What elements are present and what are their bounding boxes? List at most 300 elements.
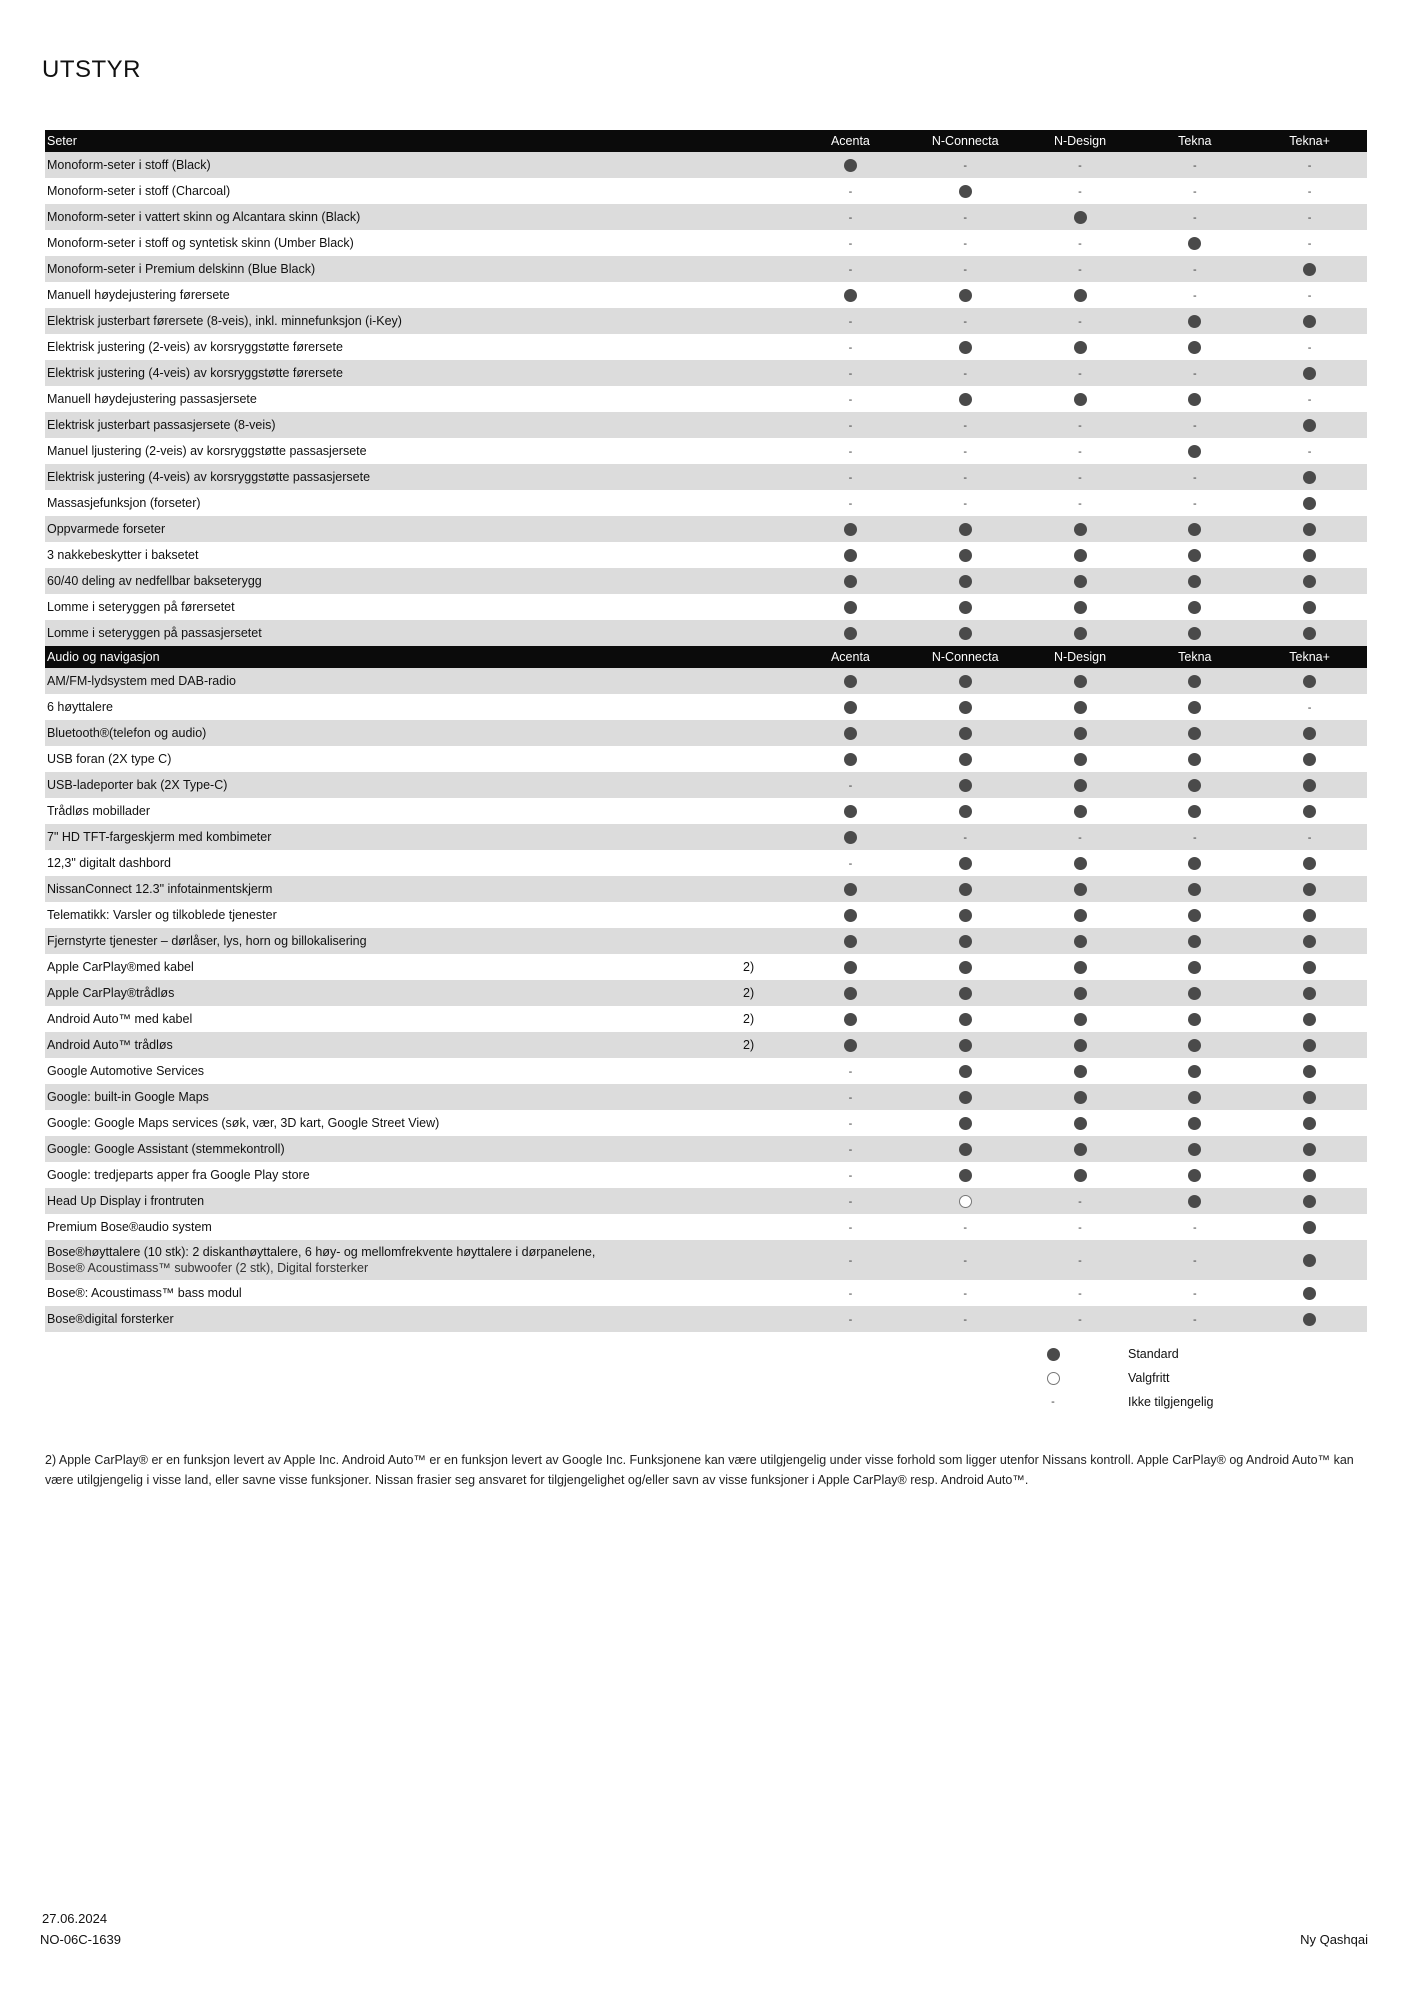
availability-cell bbox=[1252, 490, 1367, 516]
availability-cell bbox=[1137, 516, 1252, 542]
legend-optional-ring-icon bbox=[1047, 1372, 1060, 1385]
variant-header: N-Connecta bbox=[908, 130, 1023, 152]
availability-cell bbox=[1023, 850, 1138, 876]
availability-cell bbox=[1137, 720, 1252, 746]
feature-label-text: Oppvarmede forseter bbox=[47, 521, 166, 536]
availability-standard-dot-icon bbox=[844, 935, 857, 948]
table-row bbox=[45, 980, 1367, 1006]
availability-cell bbox=[1023, 620, 1138, 646]
footnote-ref bbox=[683, 256, 793, 282]
availability-standard-dot-icon bbox=[1188, 237, 1201, 250]
availability-cell bbox=[1023, 568, 1138, 594]
availability-cell bbox=[793, 412, 908, 438]
footnote-ref bbox=[683, 516, 793, 542]
footnote-ref bbox=[683, 438, 793, 464]
availability-cell bbox=[1137, 230, 1252, 256]
availability-unavailable-dash: - bbox=[1307, 702, 1312, 714]
availability-standard-dot-icon bbox=[1074, 909, 1087, 922]
availability-cell bbox=[908, 954, 1023, 980]
availability-cell bbox=[1252, 694, 1367, 720]
availability-standard-dot-icon bbox=[844, 805, 857, 818]
table-row bbox=[45, 1240, 1367, 1280]
legend-label: Valgfritt bbox=[1128, 1371, 1170, 1385]
availability-standard-dot-icon bbox=[1074, 523, 1087, 536]
availability-cell bbox=[793, 1032, 908, 1058]
availability-unavailable-dash: - bbox=[1078, 446, 1082, 458]
availability-cell bbox=[1252, 1280, 1367, 1306]
availability-cell bbox=[908, 1006, 1023, 1032]
feature-label bbox=[45, 568, 683, 594]
availability-standard-dot-icon bbox=[1074, 627, 1087, 640]
availability-standard-dot-icon bbox=[1074, 1091, 1087, 1104]
availability-cell bbox=[1023, 594, 1138, 620]
availability-unavailable-dash: - bbox=[963, 1255, 968, 1267]
availability-standard-dot-icon bbox=[1188, 315, 1201, 328]
availability-unavailable-dash: - bbox=[848, 420, 853, 432]
table-row bbox=[45, 668, 1367, 694]
footnote-ref bbox=[683, 850, 793, 876]
feature-label-text: Bose®digital forsterker bbox=[47, 1311, 174, 1326]
feature-label-text: Manuell høydejustering passasjersete bbox=[47, 391, 257, 406]
availability-standard-dot-icon bbox=[1074, 753, 1087, 766]
footnote-ref bbox=[683, 334, 793, 360]
table-row bbox=[45, 746, 1367, 772]
variant-header: N-Design bbox=[1023, 646, 1138, 668]
availability-cell bbox=[793, 464, 908, 490]
availability-standard-dot-icon bbox=[959, 987, 972, 1000]
availability-optional-ring-icon bbox=[959, 1195, 972, 1208]
availability-unavailable-dash: - bbox=[1192, 498, 1197, 510]
legend-symbol bbox=[1028, 1372, 1078, 1385]
availability-unavailable-dash: - bbox=[963, 1222, 968, 1234]
table-row bbox=[45, 1162, 1367, 1188]
availability-cell bbox=[1252, 668, 1367, 694]
footer-model: Ny Qashqai bbox=[1300, 1932, 1368, 1947]
table-row bbox=[45, 850, 1367, 876]
availability-cell bbox=[1252, 850, 1367, 876]
availability-cell bbox=[793, 1006, 908, 1032]
availability-cell bbox=[908, 282, 1023, 308]
feature-label bbox=[45, 1032, 683, 1058]
availability-cell bbox=[1023, 282, 1138, 308]
availability-standard-dot-icon bbox=[844, 1039, 857, 1052]
table-row bbox=[45, 152, 1367, 178]
feature-label-text: Google: built-in Google Maps bbox=[47, 1089, 209, 1104]
footnote-ref bbox=[683, 1084, 793, 1110]
availability-cell bbox=[908, 490, 1023, 516]
feature-label-text: Elektrisk justering (2-veis) av korsryggstøtte førersete bbox=[47, 339, 343, 354]
availability-unavailable-dash: - bbox=[1078, 420, 1082, 432]
availability-cell bbox=[1137, 928, 1252, 954]
footnote-ref bbox=[683, 230, 793, 256]
equipment-table-body bbox=[45, 130, 1367, 1332]
availability-standard-dot-icon bbox=[1074, 727, 1087, 740]
availability-standard-dot-icon bbox=[1303, 1143, 1316, 1156]
feature-label-text: NissanConnect 12.3" infotainmentskjerm bbox=[47, 881, 273, 896]
feature-label bbox=[45, 1084, 683, 1110]
availability-standard-dot-icon bbox=[959, 883, 972, 896]
availability-cell bbox=[1252, 928, 1367, 954]
section-title: Audio og navigasjon bbox=[45, 646, 793, 668]
feature-label-text: Premium Bose®audio system bbox=[47, 1219, 212, 1234]
feature-label-text: Fjernstyrte tjenester – dørlåser, lys, horn og billokalisering bbox=[47, 933, 367, 948]
feature-label-text: USB-ladeporter bak (2X Type-C) bbox=[47, 777, 228, 792]
availability-standard-dot-icon bbox=[1074, 549, 1087, 562]
availability-standard-dot-icon bbox=[1303, 471, 1316, 484]
availability-cell bbox=[908, 668, 1023, 694]
availability-standard-dot-icon bbox=[959, 1013, 972, 1026]
availability-standard-dot-icon bbox=[1303, 263, 1316, 276]
availability-unavailable-dash: - bbox=[1192, 1314, 1197, 1326]
table-row bbox=[45, 542, 1367, 568]
feature-label bbox=[45, 282, 683, 308]
table-row bbox=[45, 1032, 1367, 1058]
feature-label-text: Manuel ljustering (2-veis) av korsryggstøtte passasjersete bbox=[47, 443, 367, 458]
availability-cell bbox=[1252, 1306, 1367, 1332]
legend-row bbox=[1028, 1390, 1213, 1414]
availability-cell bbox=[908, 1214, 1023, 1240]
availability-cell bbox=[1137, 824, 1252, 850]
availability-cell bbox=[1023, 1240, 1138, 1280]
feature-label bbox=[45, 876, 683, 902]
footnote-ref bbox=[683, 178, 793, 204]
availability-cell bbox=[793, 876, 908, 902]
availability-cell bbox=[1252, 954, 1367, 980]
footnote-ref bbox=[683, 568, 793, 594]
availability-cell bbox=[1137, 954, 1252, 980]
footnote-ref bbox=[683, 1214, 793, 1240]
availability-standard-dot-icon bbox=[1303, 961, 1316, 974]
availability-cell bbox=[1252, 334, 1367, 360]
availability-standard-dot-icon bbox=[1074, 935, 1087, 948]
table-row bbox=[45, 876, 1367, 902]
availability-cell bbox=[1023, 1032, 1138, 1058]
feature-label-text: Apple CarPlay®med kabel bbox=[47, 959, 194, 974]
availability-cell bbox=[1023, 542, 1138, 568]
feature-label-text: Monoform-seter i Premium delskinn (Blue Black) bbox=[47, 261, 316, 276]
availability-cell bbox=[793, 230, 908, 256]
availability-cell bbox=[1137, 772, 1252, 798]
feature-label-text: Google: tredjeparts apper fra Google Play store bbox=[47, 1167, 310, 1182]
availability-cell bbox=[1137, 386, 1252, 412]
feature-label bbox=[45, 1214, 683, 1240]
availability-cell bbox=[1252, 746, 1367, 772]
availability-unavailable-dash: - bbox=[1192, 1222, 1197, 1234]
availability-cell bbox=[1137, 1162, 1252, 1188]
legend-symbol bbox=[1028, 1348, 1078, 1361]
availability-cell bbox=[1137, 1280, 1252, 1306]
availability-unavailable-dash: - bbox=[1307, 832, 1312, 844]
availability-cell bbox=[908, 1306, 1023, 1332]
availability-standard-dot-icon bbox=[1188, 393, 1201, 406]
variant-header: Tekna+ bbox=[1252, 130, 1367, 152]
availability-standard-dot-icon bbox=[844, 159, 857, 172]
availability-standard-dot-icon bbox=[1074, 701, 1087, 714]
legend-row bbox=[1028, 1342, 1213, 1366]
footnote-ref bbox=[683, 620, 793, 646]
availability-standard-dot-icon bbox=[1303, 779, 1316, 792]
availability-standard-dot-icon bbox=[1303, 497, 1316, 510]
availability-standard-dot-icon bbox=[959, 549, 972, 562]
footnote-ref bbox=[683, 902, 793, 928]
legend-standard-dot-icon bbox=[1047, 1348, 1060, 1361]
availability-unavailable-dash: - bbox=[848, 446, 853, 458]
availability-cell bbox=[1023, 438, 1138, 464]
availability-standard-dot-icon bbox=[1188, 753, 1201, 766]
availability-unavailable-dash: - bbox=[1078, 832, 1082, 844]
table-row bbox=[45, 1058, 1367, 1084]
availability-cell bbox=[908, 152, 1023, 178]
availability-cell bbox=[793, 490, 908, 516]
availability-cell bbox=[1023, 308, 1138, 334]
availability-standard-dot-icon bbox=[1188, 857, 1201, 870]
availability-unavailable-dash: - bbox=[848, 368, 853, 380]
availability-unavailable-dash: - bbox=[848, 1066, 853, 1078]
availability-cell bbox=[793, 152, 908, 178]
feature-label bbox=[45, 824, 683, 850]
availability-standard-dot-icon bbox=[1074, 987, 1087, 1000]
availability-standard-dot-icon bbox=[1303, 1287, 1316, 1300]
availability-cell bbox=[1137, 1188, 1252, 1214]
table-row bbox=[45, 1110, 1367, 1136]
table-row bbox=[45, 178, 1367, 204]
footnote-ref bbox=[683, 824, 793, 850]
availability-cell bbox=[908, 360, 1023, 386]
availability-cell bbox=[793, 516, 908, 542]
footnote-ref bbox=[683, 490, 793, 516]
availability-cell bbox=[908, 204, 1023, 230]
availability-standard-dot-icon bbox=[959, 575, 972, 588]
feature-label-text: AM/FM-lydsystem med DAB-radio bbox=[47, 673, 236, 688]
availability-unavailable-dash: - bbox=[1192, 1255, 1197, 1267]
feature-label-text: Bose®høyttalere (10 stk): 2 diskanthøyttalere, 6 høy- og mellomfrekvente høyttalere i dørpanelene, bbox=[47, 1244, 596, 1259]
feature-label-text: 6 høyttalere bbox=[47, 699, 114, 714]
feature-label bbox=[45, 1110, 683, 1136]
feature-label-text: 3 nakkebeskytter i baksetet bbox=[47, 547, 199, 562]
equipment-table bbox=[45, 130, 1367, 1332]
availability-cell bbox=[908, 1240, 1023, 1280]
feature-label bbox=[45, 178, 683, 204]
footnote-ref bbox=[683, 798, 793, 824]
availability-cell bbox=[1252, 516, 1367, 542]
availability-standard-dot-icon bbox=[1188, 987, 1201, 1000]
availability-cell bbox=[1023, 152, 1138, 178]
availability-cell bbox=[1137, 798, 1252, 824]
feature-label bbox=[45, 594, 683, 620]
availability-standard-dot-icon bbox=[959, 1065, 972, 1078]
availability-standard-dot-icon bbox=[844, 987, 857, 1000]
availability-cell bbox=[908, 1136, 1023, 1162]
availability-cell bbox=[1023, 360, 1138, 386]
availability-cell bbox=[1252, 178, 1367, 204]
feature-label bbox=[45, 204, 683, 230]
feature-label-text: Monoform-seter i vattert skinn og Alcantara skinn (Black) bbox=[47, 209, 361, 224]
availability-cell bbox=[1137, 334, 1252, 360]
availability-unavailable-dash: - bbox=[848, 342, 853, 354]
availability-unavailable-dash: - bbox=[848, 1196, 853, 1208]
availability-cell bbox=[793, 542, 908, 568]
feature-label-text: Bose®: Acoustimass™ bass modul bbox=[47, 1285, 242, 1300]
feature-label bbox=[45, 746, 683, 772]
table-row bbox=[45, 772, 1367, 798]
availability-cell bbox=[793, 772, 908, 798]
availability-standard-dot-icon bbox=[1074, 393, 1087, 406]
availability-cell bbox=[1137, 850, 1252, 876]
availability-cell bbox=[1252, 282, 1367, 308]
availability-cell bbox=[1023, 1280, 1138, 1306]
footnote-ref bbox=[683, 360, 793, 386]
availability-cell bbox=[793, 178, 908, 204]
availability-standard-dot-icon bbox=[1303, 549, 1316, 562]
availability-unavailable-dash: - bbox=[1078, 160, 1082, 172]
availability-cell bbox=[1023, 256, 1138, 282]
availability-cell bbox=[1137, 1214, 1252, 1240]
feature-label bbox=[45, 668, 683, 694]
availability-standard-dot-icon bbox=[1188, 701, 1201, 714]
availability-cell bbox=[1252, 798, 1367, 824]
availability-cell bbox=[1252, 412, 1367, 438]
availability-unavailable-dash: - bbox=[848, 780, 853, 792]
availability-standard-dot-icon bbox=[1188, 883, 1201, 896]
availability-standard-dot-icon bbox=[959, 857, 972, 870]
availability-standard-dot-icon bbox=[1074, 211, 1087, 224]
availability-cell bbox=[1252, 230, 1367, 256]
feature-label bbox=[45, 1188, 683, 1214]
footnote-ref bbox=[683, 464, 793, 490]
availability-cell bbox=[793, 568, 908, 594]
availability-cell bbox=[1137, 256, 1252, 282]
feature-label-text: Trådløs mobillader bbox=[47, 803, 151, 818]
availability-standard-dot-icon bbox=[1303, 523, 1316, 536]
availability-cell bbox=[908, 438, 1023, 464]
availability-cell bbox=[1252, 1032, 1367, 1058]
availability-unavailable-dash: - bbox=[1192, 1288, 1197, 1300]
availability-standard-dot-icon bbox=[959, 185, 972, 198]
footnote-ref bbox=[683, 1162, 793, 1188]
feature-label bbox=[45, 694, 683, 720]
footnote-ref bbox=[683, 1110, 793, 1136]
availability-cell bbox=[908, 1058, 1023, 1084]
availability-cell bbox=[793, 386, 908, 412]
feature-label bbox=[45, 230, 683, 256]
availability-cell bbox=[1023, 412, 1138, 438]
availability-cell bbox=[793, 928, 908, 954]
availability-cell bbox=[1137, 1006, 1252, 1032]
availability-standard-dot-icon bbox=[959, 393, 972, 406]
availability-cell bbox=[1252, 772, 1367, 798]
footnote-ref bbox=[683, 282, 793, 308]
availability-standard-dot-icon bbox=[1303, 1039, 1316, 1052]
availability-cell bbox=[793, 824, 908, 850]
availability-standard-dot-icon bbox=[1303, 987, 1316, 1000]
footnote-ref bbox=[683, 1306, 793, 1332]
availability-cell bbox=[1252, 876, 1367, 902]
availability-unavailable-dash: - bbox=[1307, 290, 1312, 302]
availability-unavailable-dash: - bbox=[963, 238, 968, 250]
feature-label-text: Google: Google Assistant (stemmekontroll) bbox=[47, 1141, 285, 1156]
table-row bbox=[45, 412, 1367, 438]
feature-label-text: Google Automotive Services bbox=[47, 1063, 205, 1078]
availability-cell bbox=[1137, 1240, 1252, 1280]
availability-cell bbox=[1137, 464, 1252, 490]
availability-cell bbox=[908, 568, 1023, 594]
footer-date: 27.06.2024 bbox=[42, 1911, 108, 1926]
footnote-ref bbox=[683, 876, 793, 902]
footnote: 2) Apple CarPlay® er en funksjon levert av Apple Inc. Android Auto™ er en funksjon levert av Google Inc. Funksjonene kan være utilgjengelig under visse forhold som ligger utenfor Nissans kontroll. Apple CarPlay® og Android Auto™ kan være utilgjengelig i visse land, eller savne visse funksjoner. Nissan frasier seg ansvaret for tilgjengelighet og/eller savn av visse funksjoner i Apple CarPlay® resp. Android Auto™. bbox=[45, 1453, 1354, 1487]
availability-standard-dot-icon bbox=[844, 289, 857, 302]
footnote-ref bbox=[683, 928, 793, 954]
footnote-ref bbox=[683, 668, 793, 694]
availability-cell bbox=[793, 1214, 908, 1240]
availability-unavailable-dash: - bbox=[963, 1314, 968, 1326]
availability-cell bbox=[1023, 980, 1138, 1006]
table-row bbox=[45, 230, 1367, 256]
availability-standard-dot-icon bbox=[1074, 857, 1087, 870]
availability-standard-dot-icon bbox=[1303, 1013, 1316, 1026]
availability-standard-dot-icon bbox=[1188, 1195, 1201, 1208]
footnote-ref bbox=[683, 412, 793, 438]
table-row bbox=[45, 464, 1367, 490]
availability-cell bbox=[1137, 360, 1252, 386]
availability-cell bbox=[1252, 620, 1367, 646]
availability-standard-dot-icon bbox=[1188, 1065, 1201, 1078]
availability-unavailable-dash: - bbox=[1307, 446, 1312, 458]
availability-cell bbox=[1252, 542, 1367, 568]
table-row bbox=[45, 490, 1367, 516]
table-row bbox=[45, 386, 1367, 412]
table-row bbox=[45, 1006, 1367, 1032]
availability-cell bbox=[1023, 1110, 1138, 1136]
availability-cell bbox=[1137, 1136, 1252, 1162]
availability-cell bbox=[793, 1188, 908, 1214]
availability-cell bbox=[908, 798, 1023, 824]
availability-cell bbox=[793, 1136, 908, 1162]
feature-label bbox=[45, 1006, 683, 1032]
availability-standard-dot-icon bbox=[1188, 779, 1201, 792]
feature-label-text: Elektrisk justerbart førersete (8-veis), inkl. minnefunksjon (i-Key) bbox=[47, 313, 402, 328]
footnote-ref: 2) bbox=[683, 980, 793, 1006]
availability-unavailable-dash: - bbox=[963, 264, 968, 276]
availability-standard-dot-icon bbox=[1074, 341, 1087, 354]
availability-standard-dot-icon bbox=[844, 883, 857, 896]
availability-cell bbox=[1023, 720, 1138, 746]
availability-unavailable-dash: - bbox=[1192, 160, 1197, 172]
availability-cell bbox=[1137, 620, 1252, 646]
availability-cell bbox=[1023, 798, 1138, 824]
availability-cell bbox=[1023, 1214, 1138, 1240]
footnote-ref bbox=[683, 594, 793, 620]
feature-label-text: Android Auto™ trådløs bbox=[47, 1037, 173, 1052]
availability-standard-dot-icon bbox=[1303, 1117, 1316, 1130]
availability-standard-dot-icon bbox=[959, 1143, 972, 1156]
availability-cell bbox=[1252, 902, 1367, 928]
availability-unavailable-dash: - bbox=[848, 238, 853, 250]
feature-label bbox=[45, 308, 683, 334]
availability-cell bbox=[908, 824, 1023, 850]
table-row bbox=[45, 720, 1367, 746]
feature-label-text-line2: Bose® Acoustimass™ subwoofer (2 stk), Digital forsterker bbox=[47, 1261, 369, 1275]
feature-label-text: Monoform-seter i stoff (Charcoal) bbox=[47, 183, 231, 198]
availability-cell bbox=[1137, 876, 1252, 902]
feature-label bbox=[45, 490, 683, 516]
availability-cell bbox=[793, 1084, 908, 1110]
section-header bbox=[45, 130, 1367, 152]
availability-standard-dot-icon bbox=[1188, 341, 1201, 354]
availability-cell bbox=[908, 464, 1023, 490]
availability-standard-dot-icon bbox=[1188, 1143, 1201, 1156]
availability-cell bbox=[908, 694, 1023, 720]
table-row bbox=[45, 516, 1367, 542]
